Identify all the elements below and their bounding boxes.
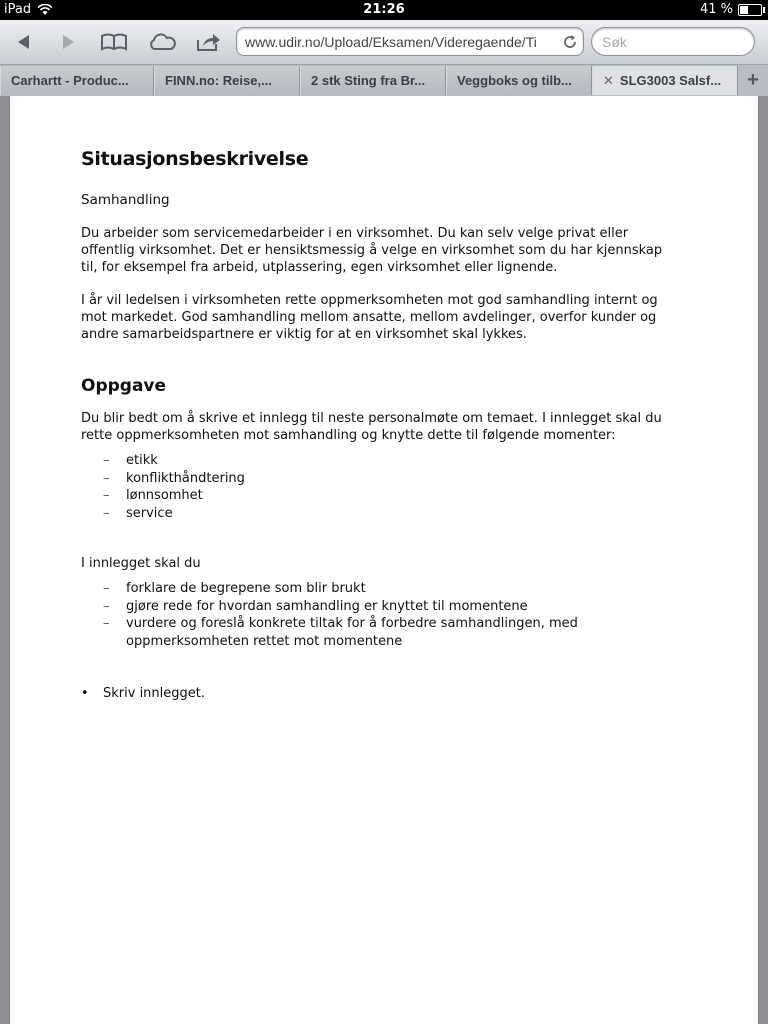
tab-label: 2 stk Sting fra Br... <box>311 73 426 88</box>
tab-bar <box>0 65 768 97</box>
share-icon <box>195 32 221 52</box>
tab-label: FINN.no: Reise,... <box>165 73 272 88</box>
task-heading: Oppgave <box>81 376 167 396</box>
new-tab-button[interactable]: + <box>747 69 759 91</box>
forward-button[interactable] <box>50 27 86 57</box>
device-label: iPad <box>4 2 32 17</box>
moments-list <box>81 452 758 522</box>
tab-label: Veggboks og tilb... <box>457 73 572 88</box>
status-bar <box>0 0 768 20</box>
tab-label: SLG3003 Salsf... <box>619 73 722 88</box>
address-bar[interactable] <box>236 27 584 56</box>
tab-veggboks[interactable] <box>446 66 592 95</box>
icloud-tabs-button[interactable] <box>144 27 180 57</box>
paragraph-context: I år vil ledelsen i virksomheten rette oppmerksomheten mot god samhandling internt og mot markedet. God samhandling mellom ansatte, mellom avdelinger, overfor kunder og andre samarbeidspartnere er viktig for at en virksomhet skal lykkes. <box>81 293 658 342</box>
final-task: • Skriv innlegget. <box>81 686 758 701</box>
search-input[interactable]: Søk <box>591 27 755 56</box>
document-page <box>10 96 758 1024</box>
list-item: – vurdere og foreslå konkrete tiltak for å forbedre samhandlingen, med oppmerksomheten rettet mot momentene <box>81 615 681 650</box>
close-tab-icon[interactable]: ✕ <box>603 73 614 88</box>
list-item: – konflikthåndtering <box>81 470 681 488</box>
tab-slg3003[interactable] <box>592 66 738 95</box>
list-item: – lønnsomhet <box>81 487 681 505</box>
back-arrow-icon <box>15 33 33 51</box>
list-item: – forklare de begrepene som blir brukt <box>81 580 681 598</box>
paragraph-intro: Du arbeider som servicemedarbeider i en virksomhet. Du kan selv velge privat eller offentlig virksomhet. Det er hensiktsmessig å velge en virksomhet som du har kjennskap til, for eksempel fra arbeid, utplassering, egen virksomhet eller lignende. <box>81 226 663 275</box>
page-title: Situasjonsbeskrivelse <box>81 148 309 170</box>
reload-icon[interactable] <box>562 34 578 50</box>
tab-label: Carhartt - Produc... <box>11 73 129 88</box>
url-text: www.udir.no/Upload/Eksamen/Videregaende/Ti <box>245 34 537 50</box>
tab-sting[interactable] <box>300 66 446 95</box>
instructions-intro: I innlegget skal du <box>81 556 201 571</box>
bookmarks-button[interactable] <box>96 27 132 57</box>
list-item: – etikk <box>81 452 681 470</box>
instructions-list <box>81 580 758 650</box>
icloud-icon <box>147 32 177 52</box>
tab-carhartt[interactable] <box>0 66 154 95</box>
share-button[interactable] <box>190 27 226 57</box>
battery-percent: 41 % <box>699 2 733 17</box>
battery-icon <box>738 4 762 16</box>
tab-finn[interactable] <box>154 66 300 95</box>
task-intro: Du blir bedt om å skrive et innlegg til neste personalmøte om temaet. I innlegget skal du rette oppmerksomheten mot samhandling og knytte dette til følgende momenter: <box>81 411 662 443</box>
list-item: – gjøre rede for hvordan samhandling er knyttet til momentene <box>81 598 681 616</box>
bookmarks-icon <box>100 32 128 52</box>
subtitle: Samhandling <box>81 192 170 208</box>
forward-arrow-icon <box>59 33 77 51</box>
clock: 21:26 <box>363 2 405 17</box>
browser-toolbar <box>0 20 768 65</box>
list-item: – service <box>81 505 681 523</box>
back-button[interactable] <box>6 27 42 57</box>
